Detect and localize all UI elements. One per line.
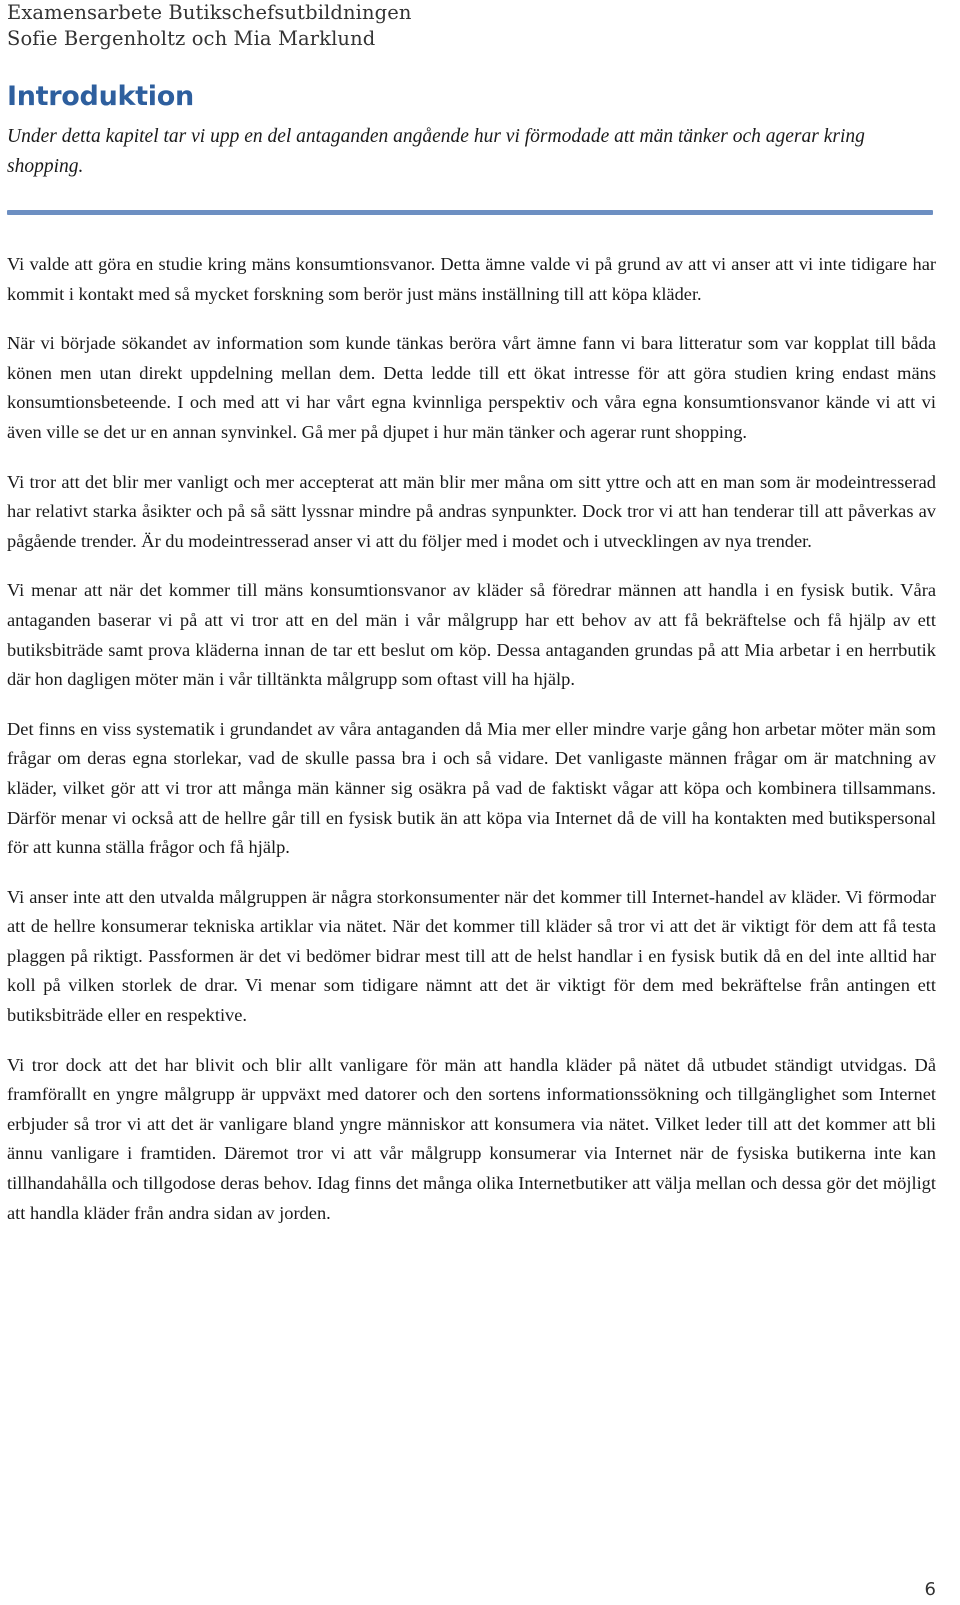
section-title: Introduktion [7, 81, 194, 112]
paragraph: Vi anser inte att den utvalda målgruppen är några storkonsumenter när det kommer till Internet-handel av kläder. Vi förmodar att de hellre konsumerar tekniska artiklar via nätet. När det kommer till kläder så tror vi att det är viktigt för dem att få testa plaggen på riktigt. Passformen är det vi bedömer bidrar mest till att de helst handlar i en fysisk butik då en del inte alltid har koll på vilken storlek de drar. Vi menar som tidigare nämnt att det är viktigt för dem med bekräftelse från antingen ett butiksbiträde eller en respektive. [7, 886, 936, 1026]
document-header [7, 0, 412, 52]
paragraph: Vi tror att det blir mer vanligt och mer accepterat att män blir mer måna om sitt yttre och att en man som är modeintresserad har relativt starka åsikter och på så sätt lyssnar mindre på andras synpunkter. Dock tror vi att han tenderar till att påverkas av pågående trender. Är du modeintresserad anser vi att du följer med i modet och i utvecklingen av nya trender. [7, 471, 936, 551]
paragraph: Det finns en viss systematik i grundandet av våra antaganden då Mia mer eller mindre varje gång hon arbetar möter män som frågar om deras egna storlekar, vad de skulle passa bra i och så vidare. Det vanligaste männen frågar om är matchning av kläder, vilket gör att vi tror att många män känner sig osäkra på vad de faktiskt vågar att köpa och kombinera tillsammans. Därför menar vi också att de hellre går till en fysisk butik än att köpa via Internet då de vill ha kontakten med butikspersonal för att kunna ställa frågor och få hjälp. [7, 718, 936, 858]
body-text [7, 250, 936, 1248]
page-number: 6 [924, 1579, 936, 1600]
paragraph: Vi menar att när det kommer till mäns konsumtionsvanor av kläder så föredrar männen att handla i en fysisk butik. Våra antaganden baserar vi på att vi tror att en del män i vår målgrupp har ett behov av att få bekräftelse och få hjälp av ett butiksbiträde samt prova kläderna innan de tar ett beslut om köp. Dessa antaganden grundas på att Mia arbetar i en herrbutik där hon dagligen möter män i vår tilltänkta målgrupp som oftast vill ha hjälp. [7, 580, 936, 690]
section-intro: Under detta kapitel tar vi upp en del antaganden angående hur vi förmodade att män tänker och agerar kring shopping. [7, 126, 865, 177]
header-authors: Sofie Bergenholtz och Mia Marklund [7, 27, 376, 50]
section-divider [7, 210, 933, 215]
paragraph: När vi började sökandet av information som kunde tänkas beröra vårt ämne fann vi bara litteratur som var kopplat till båda könen men utan direkt uppdelning mellan dem. Detta ledde till ett ökat intresse för att göra studien kring endast mäns konsumtionsbeteende. I och med att vi har vårt egna kvinnliga perspektiv och våra egna konsumtionsvanor kände vi att vi även ville se det ur en annan synvinkel. Gå mer på djupet i hur män tänker och agerar runt shopping. [7, 333, 936, 442]
header-course: Examensarbete Butikschefsutbildningen [7, 1, 412, 24]
paragraph: Vi tror dock att det har blivit och blir allt vanligare för män att handla kläder på nätet då utbudet ständigt utvidgas. Då framförallt en yngre målgrupp är uppväxt med datorer och den sortens informationssökning och tillgänglighet som Internet erbjuder så tror vi att det är vanligare bland yngre människor att konsumera via nätet. Vilket leder till att det kommer att bli ännu vanligare i framtiden. Däremot tror vi att vår målgrupp konsumerar via Internet när de fysiska butikerna inte kan tillhandahålla och tillgodose deras behov. Idag finns det många olika Internetbutiker att välja mellan och dessa gör det möjligt att handla kläder från andra sidan av jorden. [7, 1054, 936, 1223]
paragraph: Vi valde att göra en studie kring mäns konsumtionsvanor. Detta ämne valde vi på grund av att vi anser att vi inte tidigare har kommit i kontakt med så mycket forskning som berör just mäns inställning till att köpa kläder. [7, 254, 936, 304]
